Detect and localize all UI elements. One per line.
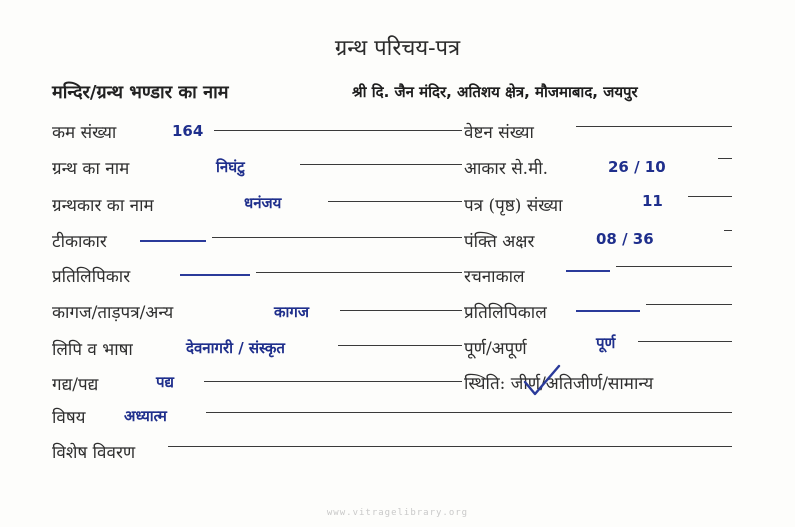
tick-mark-icon xyxy=(522,364,562,398)
rule xyxy=(338,345,462,346)
blank-dash xyxy=(140,240,206,242)
folio-count-value: 11 xyxy=(642,192,663,210)
prose-verse-label: गद्य/पद्य xyxy=(52,375,99,395)
rule xyxy=(212,237,462,238)
subject-label: विषय xyxy=(52,408,86,428)
commentator-label: टीकाकार xyxy=(52,232,107,252)
rule xyxy=(340,310,462,311)
condition-label: स्थिति: जीर्ण/अतिजीर्ण/सामान्य xyxy=(464,374,654,394)
material-value: कागज xyxy=(274,303,309,321)
size-value: 26 / 10 xyxy=(608,158,666,176)
folio-count-label: पत्र (पृष्ठ) संख्या xyxy=(464,196,563,216)
temple-value: श्री दि. जैन मंदिर, अतिशय क्षेत्र, मौजमाबाद, जयपुर xyxy=(352,83,638,101)
rule xyxy=(168,446,732,447)
author-value: धनंजय xyxy=(244,194,282,212)
subject-value: अध्यात्म xyxy=(124,407,167,425)
rule xyxy=(638,341,732,342)
material-label: कागज/ताड़पत्र/अन्य xyxy=(52,303,174,323)
prose-verse-value: पद्य xyxy=(156,373,174,391)
blank-dash xyxy=(576,310,640,312)
blank-dash xyxy=(566,270,610,272)
rule xyxy=(616,266,732,267)
temple-label: मन्दिर/ग्रन्थ भण्डार का नाम xyxy=(52,82,229,103)
complete-incomplete-value: पूर्ण xyxy=(596,334,616,352)
rule xyxy=(688,196,732,197)
rule xyxy=(724,230,732,231)
rule xyxy=(214,130,462,131)
serial-value: 164 xyxy=(172,122,204,140)
rule xyxy=(576,126,732,127)
author-label: ग्रन्थकार का नाम xyxy=(52,196,154,216)
rule xyxy=(204,381,462,382)
blank-dash xyxy=(180,274,250,276)
granth-name-value: निघंटु xyxy=(216,158,245,176)
copy-date-label: प्रतिलिपिकाल xyxy=(464,303,547,323)
script-language-value: देवनागरी / संस्कृत xyxy=(186,339,285,357)
rule xyxy=(646,304,732,305)
granth-name-label: ग्रन्थ का नाम xyxy=(52,159,130,179)
watermark: www.vitragelibrary.org xyxy=(326,508,469,518)
card-title: ग्रन्थ परिचय-पत्र xyxy=(334,36,461,61)
composition-date-label: रचनाकाल xyxy=(464,267,525,287)
script-language-label: लिपि व भाषा xyxy=(52,340,133,360)
line-letters-value: 08 / 36 xyxy=(596,230,654,248)
wrapper-number-label: वेष्टन संख्या xyxy=(464,123,534,143)
rule xyxy=(718,158,732,159)
rule xyxy=(300,164,462,165)
serial-label: कम संख्या xyxy=(52,123,117,143)
line-letters-label: पंक्ति अक्षर xyxy=(464,232,535,252)
rule xyxy=(206,412,732,413)
copyist-label: प्रतिलिपिकार xyxy=(52,267,131,287)
rule xyxy=(256,272,462,273)
rule xyxy=(328,201,462,202)
complete-incomplete-label: पूर्ण/अपूर्ण xyxy=(464,339,527,359)
size-label: आकार से.मी. xyxy=(464,159,549,179)
special-details-label: विशेष विवरण xyxy=(52,443,136,463)
